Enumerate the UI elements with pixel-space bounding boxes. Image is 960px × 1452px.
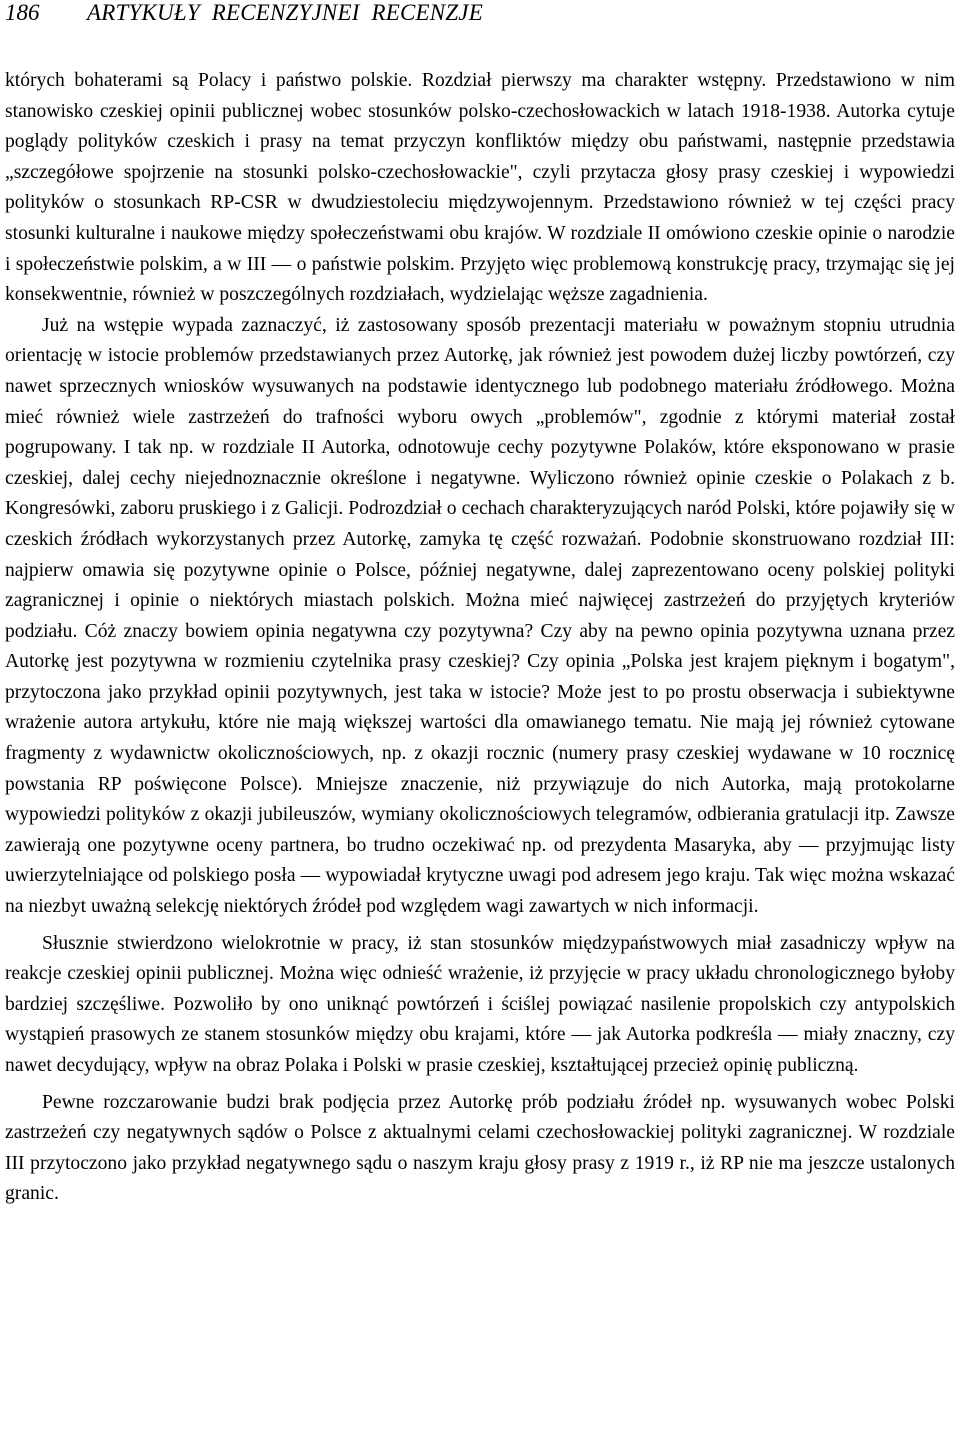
paragraph-1: których bohaterami są Polacy i państwo polskie. Rozdział pierwszy ma charakter wstępny. Przedstawiono w nim stanowisko czeskiej opinii publicznej wobec stosunków polsko-czechosłowackich w latach 1918-1938. Autorka cytuje poglądy polityków czeskich i prasy na temat przyczyn konfliktów między obu państwami, następnie przedstawia „szczegółowe spojrzenie na stosunki polsko-czechosłowackie", czyli przytacza głosy prasy czeskiej i wypowiedzi polityków o stosunkach RP-CSR w dwudziestoleciu międzywojennym. Przedstawiono również w tej części pracy stosunki kulturalne i naukowe między społeczeństwami obu krajów. W rozdziale II omówiono czeskie opinie o narodzie i społeczeństwie polskim, a w III — o państwie polskim. Przyjęto więc problemową konstrukcję pracy, trzymając się jej konsekwentnie, również w poszczególnych rozdziałach, wydzielając węższe zagadnienia. (5, 70, 955, 306)
section-title: ARTYKUŁY RECENZYJNEI RECENZJE (87, 0, 483, 25)
running-header (5, 0, 955, 30)
body-text (5, 66, 955, 1210)
paragraph-3: Słusznie stwierdzono wielokrotnie w pracy, iż stan stosunków międzypaństwowych miał zasadniczy wpływ na reakcje czeskiej opinii publicznej. Można więc odnieść wrażenie, iż przyjęcie w pracy układu chronologicznego byłoby bardziej szczęśliwe. Pozwoliło by ono uniknąć powtórzeń i ściślej powiązać nasilenie propolskich czy antypolskich wystąpień prasowych ze stanem stosunków między obu krajami, które — jak Autorka podkreśla — miały znaczny, czy nawet decydujący, wpływ na obraz Polaka i Polski w prasie czeskiej, kształtującej przecież opinię publiczną. (5, 932, 955, 1076)
paragraph-4: Pewne rozczarowanie budzi brak podjęcia przez Autorkę prób podziału źródeł np. wysuwanych wobec Polski zastrzeżeń czy negatywnych sądów o Polsce z aktualnymi celami czechosłowackiej polityki zagranicznej. W rozdziale III przytoczono jako przykład negatywnego sądu o naszym kraju głosy prasy z 1919 r., iż RP nie ma jeszcze ustalonych granic. (5, 1091, 955, 1205)
paragraph-2: Już na wstępie wypada zaznaczyć, iż zastosowany sposób prezentacji materiału w poważnym stopniu utrudnia orientację w istocie problemów przedstawianych przez Autorkę, jak również jest powodem dużej liczby powtórzeń, czy nawet sprzecznych wniosków wysuwanych na podstawie identycznego lub podobnego materiału źródłowego. Można mieć również wiele zastrzeżeń do trafności wyboru owych „problemów", zgodnie z którymi materiał został pogrupowany. I tak np. w rozdziale II Autorka, odnotowuje cechy pozytywne Polaków, które eksponowano w prasie czeskiej, dalej cechy niejednoznacznie określone i negatywne. Wyliczono również opinie czeskie o Polakach z b. Kongresówki, zaboru pruskiego i z Galicji. Podrozdział o cechach charakteryzujących naród Polski, które pojawiły się w czeskich źródłach wykorzystanych przez Autorkę, zamyka tę część rozważań. Podobnie skonstruowano rozdział III: najpierw omawia się pozytywne opinie o Polsce, później negatywne, dalej zaprezentowano oceny polskiej polityki zagranicznej i opinie o niektórych miastach polskich. Można mieć najwięcej zastrzeżeń do przyjętych kryteriów podziału. Cóż znaczy bowiem opinia negatywna czy pozytywna? Czy aby na pewno opinia pozytywna uznana przez Autorkę jest pozytywna w rozmieniu czytelnika prasy czeskiej? Czy opinia „Polska jest krajem pięknym i bogatym", przytoczona jako przykład opinii pozytywnych, jest taka w istocie? Może jest to po prostu obserwacja i subiektywne wrażenie autora artykułu, które nie mają większej wartości dla omawianego tematu. Nie mają jej również cytowane fragmenty z wydawnictw okolicznościowych, np. z okazji rocznic (numery prasy czeskiej wydawane w 10 rocznicę powstania RP poświęcone Polsce). Mniejsze znaczenie, niż przywiązuje do nich Autorka, mają protokolarne wypowiedzi polityków z okazji jubileuszów, wymiany okolicznościowych telegramów, odbierania gratulacji itp. Zawsze zawierają one pozytywne oceny partnera, bo trudno oczekiwać np. od prezydenta Masaryka, aby — przyjmując listy uwierzytelniające od polskiego posła — wypowiadał krytyczne uwagi pod adresem jego kraju. Tak więc można wskazać na niezbyt uważną selekcję niektórych źródeł pod względem wagi zawartych w nich informacji. (5, 314, 955, 918)
page-number: 186 (5, 0, 40, 25)
